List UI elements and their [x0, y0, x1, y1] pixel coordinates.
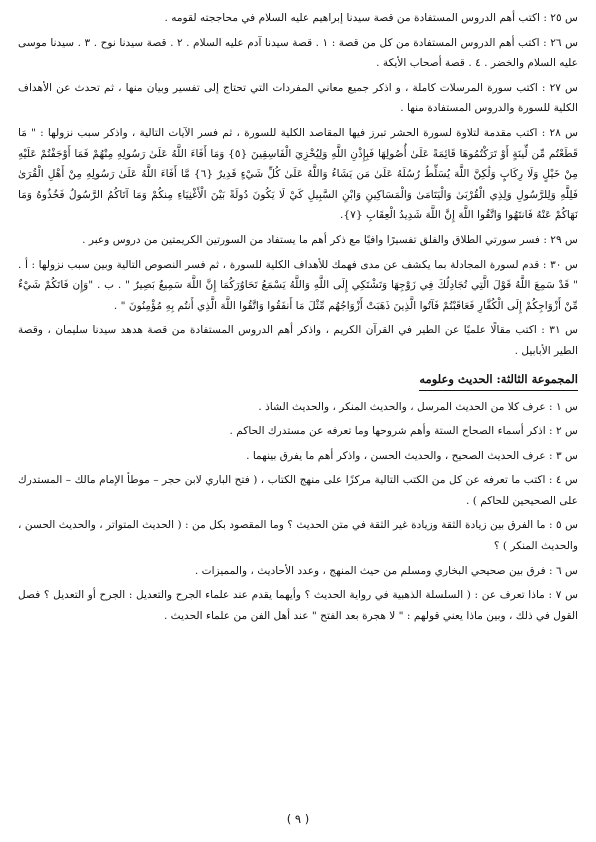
question-text: فرق بين صحيحي البخاري ومسلم من حيث المنهج ، وعدد الأحاديث ، والمميزات . — [194, 564, 546, 577]
question-29 — [18, 230, 578, 251]
question-25 — [18, 8, 578, 29]
question-number: س ٢٦ : — [543, 36, 579, 49]
question-28 — [18, 123, 578, 226]
question-text: فسر سورتي الطلاق والفلق تفسيرًا وافيًا مع ذكر أهم ما يستفاد من السورتين الكريمتين من دروس وعبر . — [82, 233, 540, 246]
question-27 — [18, 78, 578, 119]
question-31 — [18, 320, 578, 361]
hadith-question-5 — [18, 515, 578, 556]
question-number: س ٢٨ : — [541, 126, 578, 139]
hadith-question-6 — [18, 561, 578, 582]
question-number: س ٤ : — [548, 474, 578, 487]
question-text: اكتب أهم الدروس المستفادة من قصة سيدنا إبراهيم عليه السلام في محاججته لقومه . — [164, 12, 540, 24]
hadith-question-3 — [18, 446, 578, 467]
question-text: قدم لسورة المجادلة بما يكشف عن مدى فهمك للأهداف الكلية للسورة ، ثم فسر النصوص التالية وبين سبب نزولها : أ . — [18, 258, 540, 271]
question-text: عرف كلا من الحديث المرسل ، والحديث المنكر ، والحديث الشاذ . — [258, 400, 546, 413]
hadith-question-2 — [18, 421, 578, 442]
question-number: س ٥ : — [548, 519, 579, 532]
question-number: س ٣ : — [549, 449, 578, 462]
section-heading: المجموعة الثالثة: الحديث وعلومه — [419, 368, 578, 391]
question-number: س ٣٠ : — [542, 258, 578, 271]
question-text: اكتب ما تعرفه عن كل من الكتب التالية مركزًا على منهج الكتاب ، ( فتح الباري لابن حجر – موطأ الإمام مالك – المستدرك على الصحيحين للحاكم ) . — [18, 474, 578, 507]
section-heading-wrap — [18, 366, 578, 397]
question-number: س ٢٥ : — [543, 12, 578, 24]
question-number: س ٢٧ : — [541, 81, 578, 94]
question-number: س ٧ : — [548, 589, 579, 602]
question-number: س ٣١ : — [541, 324, 578, 337]
question-text: عرف الحديث الصحيح ، والحديث الحسن ، واذكر أهم ما يفرق بينهما . — [246, 449, 546, 462]
question-30 — [18, 255, 578, 317]
page-number: ( ٩ ) — [286, 812, 310, 826]
hadith-question-7 — [18, 585, 578, 626]
question-number: س ٢ : — [549, 425, 578, 438]
quran-quote: " مَا قَطَعْتُم مِّن لِّينَةٍ أَوْ تَرَكْتُمُوهَا قَائِمَةً عَلَىٰ أُصُولِهَا فَبِإِذْنِ اللَّهِ وَلِيُخْزِيَ الْفَاسِقِينَ {٥} وَمَا أَفَاءَ اللَّهُ عَلَىٰ رَسُولِهِ مِنْهُمْ فَمَا أَوْجَفْتُمْ عَلَيْهِ مِنْ خَيْلٍ وَلَا رِكَابٍ وَلَٰكِنَّ اللَّهَ يُسَلِّطُ رُسُلَهُ عَلَىٰ مَن يَشَاءُ وَاللَّهُ عَلَىٰ كُلِّ شَيْءٍ قَدِيرٌ {٦} مَّا أَفَاءَ اللَّهُ عَلَىٰ رَسُولِهِ مِنْ أَهْلِ الْقُرَىٰ فَلِلَّهِ وَلِلرَّسُولِ وَلِذِي الْقُرْبَىٰ وَالْيَتَامَىٰ وَالْمَسَاكِينِ وَابْنِ السَّبِيلِ كَيْ لَا يَكُونَ دُولَةً بَيْنَ الْأَغْنِيَاءِ مِنكُمْ وَمَا آتَاكُمُ الرَّسُولُ فَخُذُوهُ وَمَا نَهَاكُمْ عَنْهُ فَانتَهُوا وَاتَّقُوا اللَّهَ إِنَّ اللَّهَ شَدِيدُ الْعِقَابِ {٧}. — [18, 126, 578, 222]
hadith-question-4 — [18, 470, 578, 511]
question-text: اكتب مقالًا علميًا عن الطير في القرآن الكريم ، واذكر أهم الدروس المستفادة من قصة هدهد سيدنا سليمان ، وقصة الطير الأبابيل . — [18, 324, 578, 357]
question-text: اكتب مقدمة لتلاوة لسورة الحشر تبرز فيها المقاصد الكلية للسورة ، ثم فسر الآيات التالية ، واذكر سبب نزولها : — [40, 126, 538, 139]
question-26 — [18, 33, 578, 74]
question-text: اذكر أسماء الصحاح الستة وأهم شروحها وما تعرفه عن مستدرك الحاكم . — [229, 425, 546, 438]
quran-quote: " قَدْ سَمِعَ اللَّهُ قَوْلَ الَّتِي تُجَادِلُكَ فِي زَوْجِهَا وَتَشْتَكِي إِلَى اللَّهِ وَاللَّهُ يَسْمَعُ تَحَاوُرَكُمَا إِنَّ اللَّهَ سَمِيعٌ بَصِيرٌ " . ب . "وَإِن فَاتَكُمْ شَيْءٌ مِّنْ أَزْوَاجِكُمْ إِلَى الْكُفَّارِ فَعَاقَبْتُمْ فَآتُوا الَّذِينَ ذَهَبَتْ أَزْوَاجُهُم مِّثْلَ مَا أَنفَقُوا وَاتَّقُوا اللَّهَ الَّذِي أَنتُم بِهِ مُؤْمِنُونَ " . — [18, 279, 578, 312]
question-text: اكتب أهم الدروس المستفادة من كل من قصة : ١ . قصة سيدنا آدم عليه السلام . ٢ . قصة سيدنا نوح . ٣ . سيدنا موسى عليه السلام والخضر . ٤ . قصة أصحاب الأيكة . — [18, 36, 578, 70]
question-text: ما الفرق بين زيادة الثقة وزيادة غير الثقة في متن الحديث ؟ وما المقصود بكل من : ( الحديث المتواتر ، والحديث الحسن ، والحديث المنكر ) ؟ — [18, 519, 578, 553]
question-number: س ٢٩ : — [543, 233, 578, 246]
question-number: س ١ : — [549, 400, 578, 413]
question-number: س ٦ : — [549, 564, 578, 577]
question-text: ماذا تعرف عن : ( السلسلة الذهبية في رواية الحديث ؟ وأيهما يقدم عند علماء الجرح والتعديل : الجرح أو التعديل ؟ فصل القول في ذلك ، وبين ماذا يعني قولهم : " لا هجرة بعد الفتح " عند أهل الفن من علماء الحديث . — [18, 589, 578, 622]
hadith-question-1 — [18, 397, 578, 418]
question-text: اكتب سورة المرسلات كاملة ، و اذكر جميع معاني المفردات التي تحتاج إلى تفسير وبيان منها ، ثم تحدث عن الأهداف الكلية للسورة والدروس المستفادة منها . — [18, 81, 578, 115]
